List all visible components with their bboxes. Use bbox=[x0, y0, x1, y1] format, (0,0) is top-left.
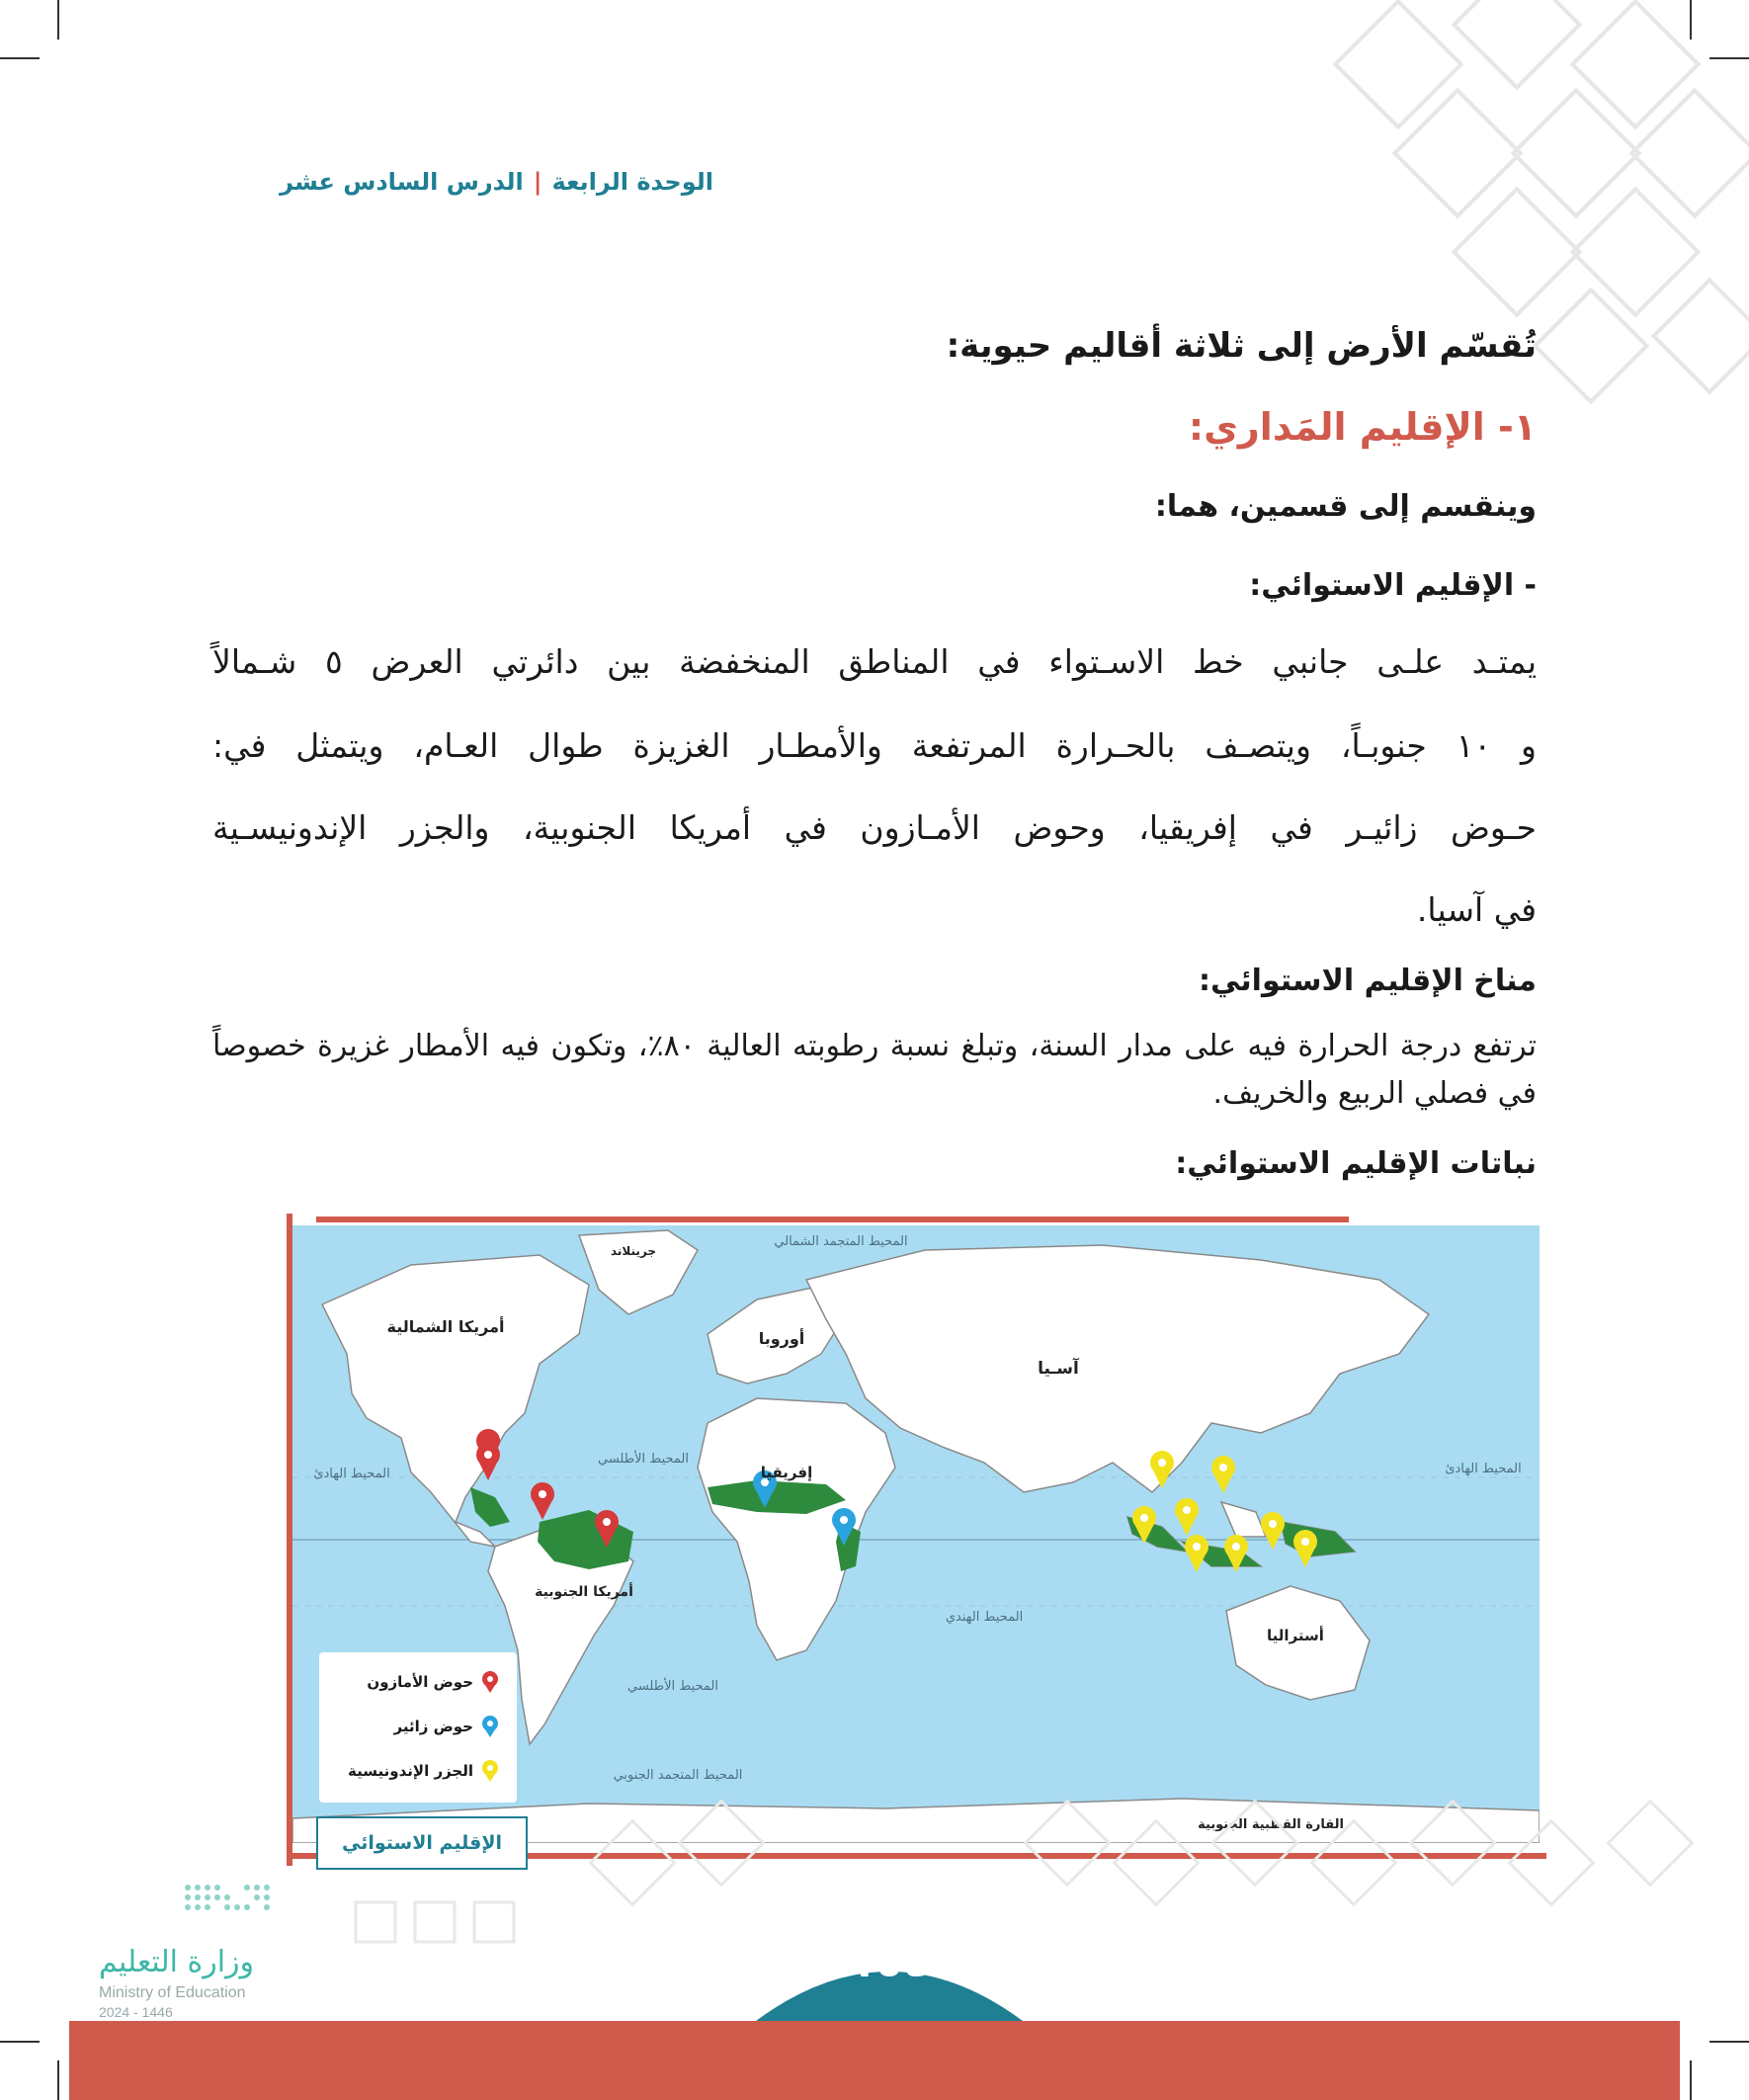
ministry-year: 2024 - 1446 bbox=[99, 2004, 173, 2020]
page-header bbox=[280, 168, 713, 196]
label-antarctica: القارة القطبية الجنوبية bbox=[1198, 1817, 1344, 1832]
label-africa: إفريقيا bbox=[760, 1464, 813, 1481]
legend-label: حوض الأمازون bbox=[367, 1673, 473, 1691]
location-pin-icon bbox=[481, 1715, 499, 1738]
intro-heading: تُقسّم الأرض إلى ثلاثة أقاليم حيوية: bbox=[946, 326, 1537, 366]
label-europe: أوروبا bbox=[758, 1329, 805, 1348]
ministry-name-ar: وزارة التعليم bbox=[99, 1945, 255, 1979]
paragraph-line: يمتـد علـى جانبي خط الاسـتواء في المناطق المنخفضة بين دائرتي العرض ٥ شـمالاً bbox=[212, 642, 1537, 681]
paragraph-line: حـوض زائيـر في إفريقيا، وحوض الأمـازون في أمريكا الجنوبية، والجزر الإندونيسـية bbox=[212, 808, 1537, 847]
crop-mark bbox=[0, 57, 40, 59]
label-south-america: أمريكا الجنوبية bbox=[535, 1584, 633, 1600]
divided-heading: وينقسم إلى قسمين، هما: bbox=[1154, 489, 1537, 524]
paragraph-line: و ١٠ جنوبـاً، ويتصـف بالحـرارة المرتفعة والأمطـار الغزيزة طوال العـام، ويتمثل في: bbox=[212, 726, 1537, 765]
location-pin-icon bbox=[481, 1670, 499, 1694]
map-top-border bbox=[316, 1217, 1349, 1222]
unit-label: الوحدة الرابعة bbox=[551, 168, 713, 196]
crop-mark bbox=[57, 0, 59, 40]
label-indian-ocean: المحيط الهندي bbox=[945, 1610, 1024, 1625]
label-arctic-ocean: المحيط المتجمد الشمالي bbox=[774, 1234, 908, 1249]
equatorial-heading: - الإقليم الاستوائي: bbox=[1249, 568, 1537, 603]
label-atlantic-south: المحيط الأطلسي bbox=[627, 1679, 718, 1694]
label-north-america: أمريكا الشمالية bbox=[386, 1317, 505, 1336]
label-asia: آسـيا bbox=[1038, 1359, 1079, 1379]
climate-heading: مناخ الإقليم الاستوائي: bbox=[1199, 964, 1537, 998]
label-southern-ocean: المحيط المتجمد الجنوبي bbox=[613, 1768, 743, 1783]
legend-label: حوض زائير bbox=[393, 1718, 473, 1735]
ministry-logo bbox=[99, 1878, 296, 1937]
label-australia: أستراليا bbox=[1267, 1627, 1324, 1644]
lesson-label: الدرس السادس عشر bbox=[280, 168, 524, 196]
legend-item bbox=[394, 1715, 499, 1738]
header-separator: | bbox=[533, 168, 542, 196]
climate-paragraph: ترتفع درجة الحرارة فيه على مدار السنة، وتبلغ نسبة رطوبته العالية ٨٠٪، وتكون فيه الأمطار غزيرة خصوصاً في فصلي الربيع والخريف. bbox=[212, 1029, 1537, 1111]
section-title: ١- الإقليم المَداري: bbox=[1188, 405, 1537, 449]
label-pacific-east: المحيط الهادئ bbox=[1445, 1462, 1522, 1476]
label-atlantic-north: المحيط الأطلسي bbox=[598, 1452, 689, 1467]
legend-label: الجزر الإندونيسية bbox=[348, 1762, 473, 1780]
ministry-name-en: Ministry of Education bbox=[99, 1984, 246, 2001]
legend-item bbox=[367, 1670, 499, 1694]
label-pacific-west: المحيط الهادئ bbox=[313, 1467, 390, 1481]
label-greenland: جرينلاند bbox=[610, 1244, 657, 1258]
plants-heading: نباتات الإقليم الاستوائي: bbox=[1175, 1146, 1537, 1181]
map-caption: الإقليم الاستوائي bbox=[316, 1816, 528, 1870]
paragraph-line: في آسيا. bbox=[1416, 890, 1537, 929]
page-number: ١٥٤ bbox=[849, 1937, 930, 1987]
